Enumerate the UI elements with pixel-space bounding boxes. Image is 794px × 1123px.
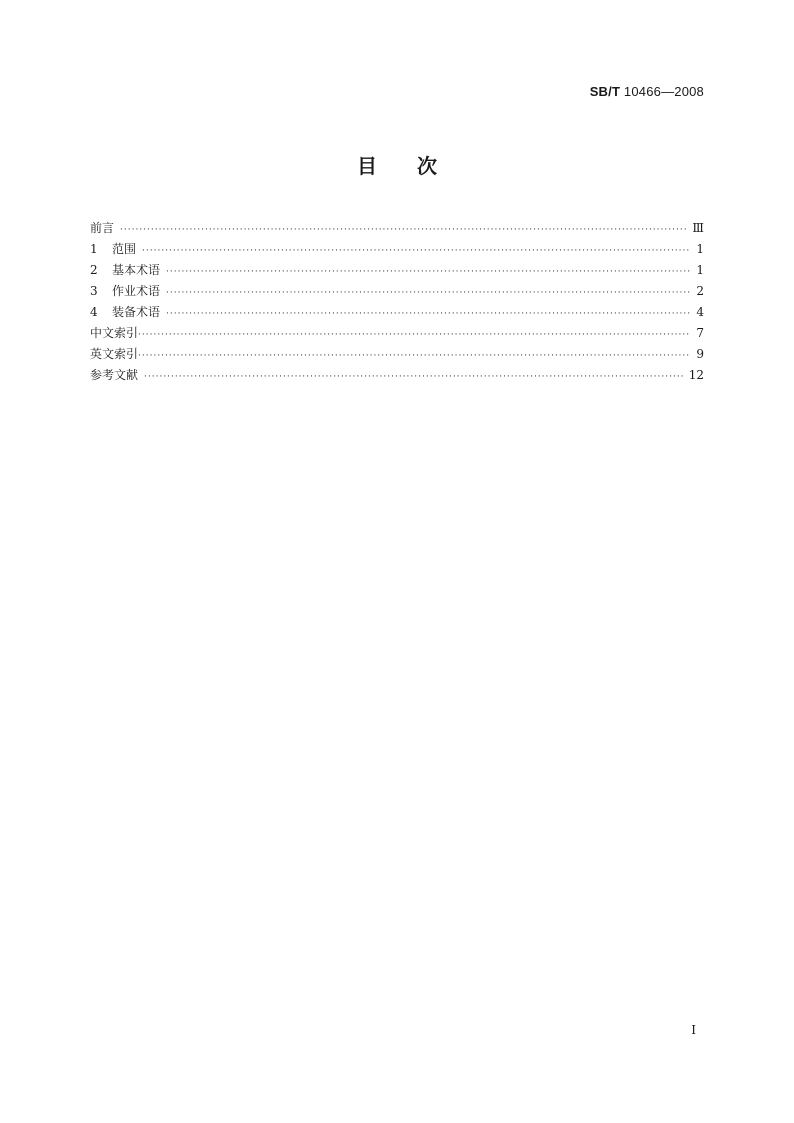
toc-dot-leader xyxy=(144,367,683,388)
toc-page-number: 2 xyxy=(696,284,704,298)
toc-entry-label xyxy=(90,281,166,302)
toc-page-number: Ⅲ xyxy=(692,221,704,235)
toc-page-number: 1 xyxy=(696,263,704,277)
toc-dot-leader xyxy=(166,262,690,283)
toc-chapter-number: 1 xyxy=(90,242,98,256)
table-of-contents xyxy=(90,218,704,386)
page-number: I xyxy=(691,1023,696,1037)
toc-page-number: 4 xyxy=(696,305,704,319)
toc-entry-label xyxy=(90,239,142,260)
toc-entry-title: 装备术语 xyxy=(112,305,161,319)
toc-entry-english-index[interactable] xyxy=(90,344,704,365)
toc-page-number: 9 xyxy=(696,347,704,361)
toc-entry-label: 英文索引 xyxy=(90,347,139,361)
toc-page-number: 1 xyxy=(696,242,704,256)
toc-dot-leader xyxy=(166,283,690,304)
toc-dot-leader xyxy=(142,241,690,262)
toc-dot-leader xyxy=(166,304,690,325)
standard-code xyxy=(590,84,704,99)
toc-entry-label: 中文索引 xyxy=(90,326,139,340)
toc-entry-basic-terms[interactable] xyxy=(90,260,704,281)
toc-entry-label xyxy=(90,302,166,323)
toc-dot-leader xyxy=(138,325,690,346)
standard-prefix: SB/T xyxy=(589,84,621,99)
toc-dot-leader xyxy=(138,346,690,367)
toc-entry-title: 基本术语 xyxy=(112,263,161,277)
toc-chapter-number: 2 xyxy=(90,263,98,277)
toc-entry-title: 作业术语 xyxy=(112,284,161,298)
standard-number: 10466—2008 xyxy=(623,84,704,99)
toc-dot-leader xyxy=(120,220,686,241)
toc-entry-equipment-terms[interactable] xyxy=(90,302,704,323)
toc-entry-chinese-index[interactable] xyxy=(90,323,704,344)
toc-entry-title: 范围 xyxy=(112,242,137,256)
toc-entry-scope[interactable] xyxy=(90,239,704,260)
toc-entry-label xyxy=(90,260,166,281)
toc-entry-preface[interactable] xyxy=(90,218,704,239)
toc-entry-references[interactable] xyxy=(90,365,704,386)
toc-page-number: 12 xyxy=(688,368,704,382)
page-title: 目次 xyxy=(357,154,477,178)
toc-page-number: 7 xyxy=(696,326,704,340)
toc-chapter-number: 4 xyxy=(90,305,98,319)
toc-entry-operation-terms[interactable] xyxy=(90,281,704,302)
toc-chapter-number: 3 xyxy=(90,284,98,298)
toc-entry-label: 前言 xyxy=(90,221,115,235)
toc-entry-label: 参考文献 xyxy=(90,368,139,382)
